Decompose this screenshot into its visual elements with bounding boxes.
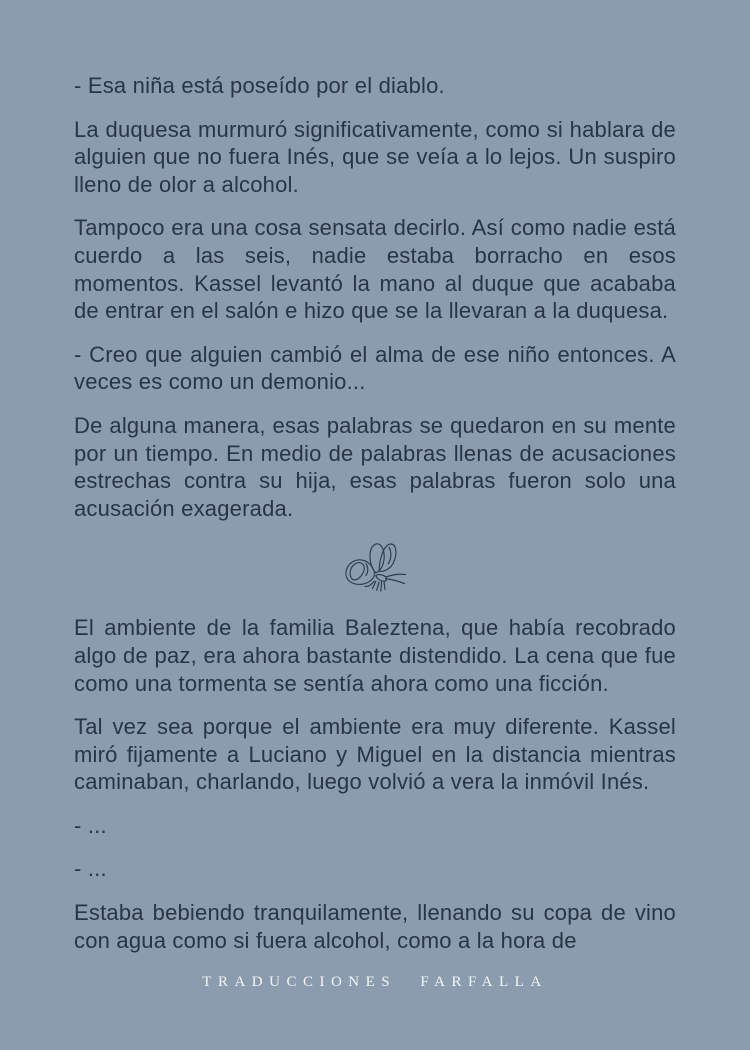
paragraph-ellipsis: - ... <box>74 856 107 882</box>
paragraph: Tampoco era una cosa sensata decirlo. Así como nadie está cuerdo a las seis, nadie estaba borracho en esos momentos. Kassel levantó la mano al duque que acababa de entrar en el salón e hizo que se la llevaran a la duquesa. <box>74 215 676 324</box>
section-divider <box>74 538 676 598</box>
paragraph-ellipsis: - ... <box>74 812 107 838</box>
paragraph: Tal vez sea porque el ambiente era muy diferente. Kassel miró fijamente a Luciano y Miguel en la distancia mientras caminaban, charlando, luego volvió a vera la inmóvil Inés. <box>74 714 676 795</box>
paragraph: Estaba bebiendo tranquilamente, llenando su copa de vino con agua como si fuera alcohol, como a la hora de <box>74 900 676 953</box>
text-block <box>74 72 676 970</box>
paragraph: El ambiente de la familia Baleztena, que había recobrado algo de paz, era ahora bastante distendido. La cena que fue como una tormenta se sentía ahora como una ficción. <box>74 615 676 696</box>
translator-credit: TRADUCCIONES FARFALLA <box>202 974 548 990</box>
paragraph: - Esa niña está poseído por el diablo. <box>74 73 445 98</box>
paragraph: De alguna manera, esas palabras se quedaron en su mente por un tiempo. En medio de palabras llenas de acusaciones estrechas contra su hija, esas palabras fueron solo una acusación exagerada. <box>74 412 676 521</box>
paragraph: La duquesa murmuró significativamente, como si hablara de alguien que no fuera Inés, que se veía a lo lejos. Un suspiro lleno de olor a alcohol. <box>74 116 676 197</box>
butterfly-icon <box>337 554 413 579</box>
paragraph: - Creo que alguien cambió el alma de ese niño entonces. A veces es como un demonio... <box>74 341 676 395</box>
